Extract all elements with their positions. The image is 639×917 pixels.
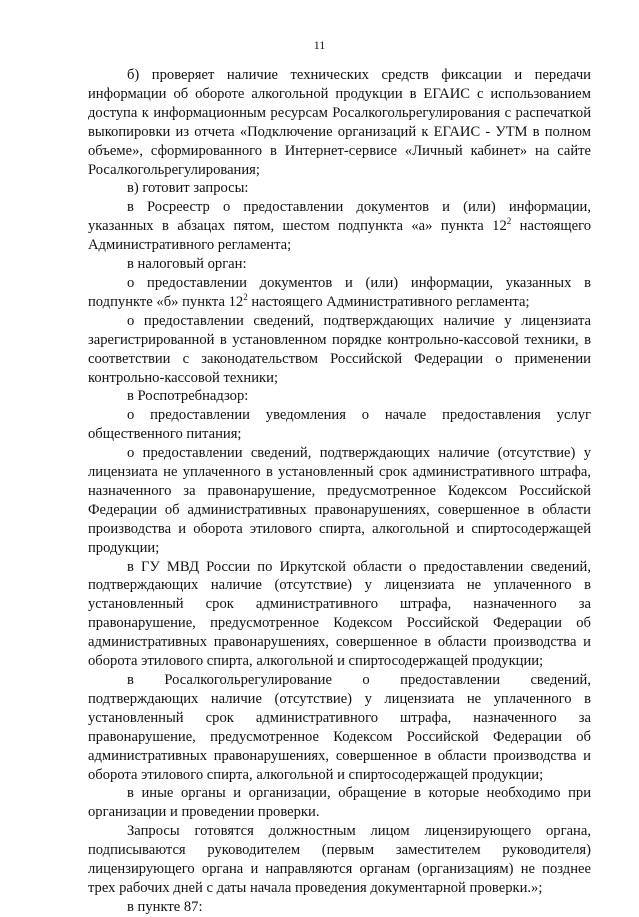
paragraph-text: настоящего Административного регламента; <box>247 293 530 310</box>
paragraph-tax-documents-request <box>88 274 591 312</box>
paragraph-cash-register-request: о предоставлении сведений, подтверждающих наличие у лицензиата зарегистрированной в установленном порядке контрольно-кассовой техники, в соответствии с законодательством Российской Федерации о применении контрольно-кассовой техники; <box>88 312 591 386</box>
page-number: 11 <box>313 38 326 52</box>
paragraph-text: о предоставлении документов и (или) информации, указанных в подпункте «б» пункта 12 <box>88 274 591 310</box>
paragraph-check-egais: б) проверяет наличие технических средств фиксации и передачи информации об обороте алкогольной продукции в ЕГАИС с использованием доступа к информационным ресурсам Росалкогольрегулирования с распечаткой выкопировки из отчета «Подключение организаций к ЕГАИС - УТМ в полном объеме», сформированного в Интернет-сервисе «Личный кабинет» на сайте Росалкогольрегулирования; <box>88 67 591 178</box>
paragraph-prepare-requests: в) готовит запросы: <box>127 180 249 197</box>
paragraph-clause-87: в пункте 87: <box>127 898 203 915</box>
paragraph-tax-authority: в налоговый орган: <box>127 256 247 273</box>
paragraph-rospotrebnadzor: в Роспотребнадзор: <box>127 388 249 405</box>
paragraph-fine-info-mvd: в ГУ МВД России по Иркутской области о предоставлении сведений, подтверждающих наличие (отсутствие) у лицензиата не уплаченного в установленный срок административного штрафа, назначенного за правонарушение, предусмотренное Кодексом Российской Федерации об административных правонарушениях, совершенное в области производства и оборота этилового спирта, алкогольной и спиртосодержащей продукции; <box>88 558 591 670</box>
document-body <box>88 66 591 917</box>
paragraph-rosreestr-request <box>88 198 591 255</box>
paragraph-other-organs: в иные органы и организации, обращение в которые необходимо при организации и проведении проверки. <box>88 785 591 821</box>
paragraph-catering-notice: о предоставлении уведомления о начале предоставления услуг общественного питания; <box>88 407 591 443</box>
paragraph-text: в Росреестр о предоставлении документов и (или) информации, указанных в абзацах пятом, шестом подпункта «а» пункта 12 <box>88 199 591 235</box>
paragraph-text: настоящего Административного регламента; <box>88 218 591 254</box>
paragraph-requests-procedure: Запросы готовятся должностным лицом лицензирующего органа, подписываются руководителем (первым заместителем руководителя) лицензирующего органа и направляются органам (организациям) не позднее трех рабочих дней с даты начала проведения документарной проверки.»; <box>88 823 591 896</box>
superscript: 2 <box>243 291 248 302</box>
paragraph-fine-info-rospotrebnadzor: о предоставлении сведений, подтверждающих наличие (отсутствие) у лицензиата не уплаченного в установленный срок административного штрафа, назначенного за правонарушение, предусмотренное Кодексом Российской Федерации об административных правонарушениях, совершенное в области производства и оборота этилового спирта, алкогольной и спиртосодержащей продукции; <box>88 445 591 556</box>
superscript: 2 <box>506 216 512 227</box>
paragraph-fine-info-rosalkogol: в Росалкогольрегулирование о предоставлении сведений, подтверждающих наличие (отсутствие) у лицензиата не уплаченного в установленный срок административного штрафа, назначенного за правонарушение, предусмотренное Кодексом Российской Федерации об административных правонарушениях, совершенное в области производства и оборота этилового спирта, алкогольной и спиртосодержащей продукции; <box>88 672 591 783</box>
